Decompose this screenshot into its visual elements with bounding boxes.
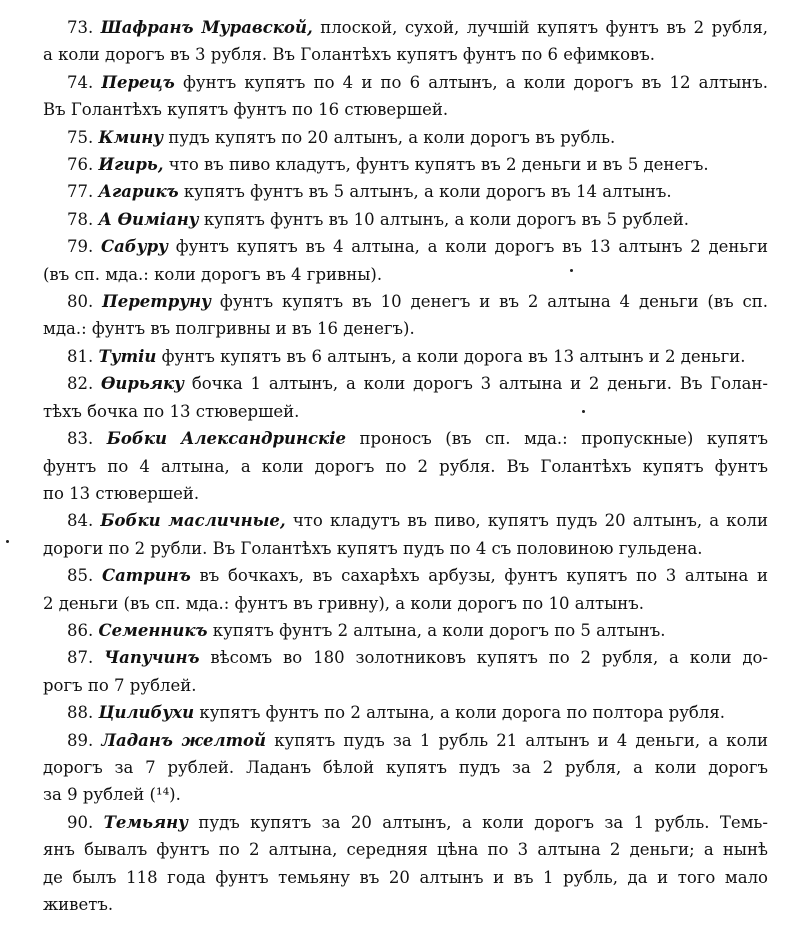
entry-text: купятъ фунтъ въ 10 алтынъ, а коли дорогъ въ 5 рублей. bbox=[198, 209, 689, 229]
entry-first-line bbox=[43, 178, 768, 205]
entry-86 bbox=[43, 617, 768, 644]
entry-81 bbox=[43, 343, 768, 370]
entry-continuation-line: за 9 рублей (¹⁴). bbox=[43, 785, 181, 805]
entry-87 bbox=[43, 644, 768, 699]
entry-85 bbox=[43, 562, 768, 617]
stray-mark bbox=[570, 269, 573, 272]
entry-text: плоской, сухой, лучшій купятъ фунтъ въ 2 рубля, bbox=[312, 18, 768, 37]
entry-number: 89. bbox=[67, 730, 102, 750]
entry-term: Игирь, bbox=[98, 155, 164, 175]
entry-term: Кмину bbox=[98, 127, 164, 147]
entry-84 bbox=[43, 507, 768, 562]
entry-continuation-line: де былъ 118 года фунтъ темьяну въ 20 алтынъ и въ 1 рубль, да и того мало bbox=[43, 867, 768, 887]
entry-80 bbox=[43, 288, 768, 343]
entry-73 bbox=[43, 14, 768, 69]
entry-text: въ бочкахъ, въ сахарѣхъ арбузы, фунтъ купятъ по 3 алтына и bbox=[190, 566, 768, 586]
entry-90 bbox=[43, 809, 768, 919]
entry-number: 79. bbox=[67, 237, 101, 257]
entry-continuation-line: рогъ по 7 рублей. bbox=[43, 675, 197, 695]
entry-continuation-line: Въ Голантѣхъ купятъ фунтъ по 16 стювершей. bbox=[43, 100, 449, 120]
entry-first-line bbox=[43, 809, 768, 836]
entry-term: Семенникъ bbox=[98, 620, 208, 640]
entry-text: фунтъ купятъ по 4 и по 6 алтынъ, а коли дорогъ въ 12 алтынъ. bbox=[174, 72, 768, 92]
stray-mark bbox=[6, 540, 9, 543]
entry-continuation-line: (въ сп. мда.: коли дорогъ въ 4 гривны). bbox=[43, 264, 383, 284]
entry-74 bbox=[43, 69, 768, 124]
entry-number: 81. bbox=[67, 346, 99, 366]
entry-text: что въ пиво кладутъ, фунтъ купятъ въ 2 деньги и въ 5 денегъ. bbox=[163, 155, 709, 175]
entry-text: пудъ купятъ по 20 алтынъ, а коли дорогъ въ рубль. bbox=[163, 127, 616, 147]
entry-continuation-line: дорогъ за 7 рублей. Ладанъ бѣлой купятъ пудъ за 2 рубля, а коли дорогъ bbox=[43, 757, 768, 777]
entry-first-line bbox=[43, 69, 768, 96]
entry-number: 88. bbox=[67, 703, 99, 723]
entry-number: 82. bbox=[67, 374, 102, 394]
entry-continuation-line: 2 деньги (въ сп. мда.: фунтъ въ гривну), а коли дорогъ по 10 алтынъ. bbox=[43, 593, 645, 613]
entry-text: купятъ фунтъ въ 5 алтынъ, а коли дорогъ въ 14 алтынъ. bbox=[178, 182, 672, 202]
entry-text: что кладутъ въ пиво, купятъ пудъ 20 алтынъ, а коли bbox=[285, 511, 768, 531]
entry-first-line bbox=[43, 617, 768, 644]
entry-77 bbox=[43, 178, 768, 205]
entry-continuation-line: янъ бывалъ фунтъ по 2 алтына, середняя цѣна по 3 алтына 2 деньги; а нынѣ bbox=[43, 840, 768, 860]
entry-75 bbox=[43, 124, 768, 151]
entry-88 bbox=[43, 699, 768, 726]
entry-first-line bbox=[43, 507, 768, 534]
entry-number: 77. bbox=[67, 182, 99, 202]
entry-first-line bbox=[43, 233, 768, 260]
entry-78 bbox=[43, 206, 768, 233]
entry-term: Бобки Александринскіе bbox=[106, 429, 346, 449]
entry-continuation-line: тѣхъ бочка по 13 стювершей. bbox=[43, 401, 300, 421]
entry-number: 78. bbox=[67, 209, 99, 229]
entry-79 bbox=[43, 233, 768, 288]
entry-first-line bbox=[43, 343, 768, 370]
entry-term: Темьяну bbox=[103, 812, 189, 832]
entry-continuation-line: по 13 стювершей. bbox=[43, 483, 200, 503]
entry-first-line bbox=[43, 14, 768, 41]
stray-mark bbox=[582, 410, 585, 413]
entry-text: купятъ фунтъ 2 алтына, а коли дорогъ по 5 алтынъ. bbox=[207, 620, 666, 640]
entry-term: Сатринъ bbox=[101, 566, 191, 586]
entry-text: фунтъ купятъ въ 6 алтынъ, а коли дорога въ 13 алтынъ и 2 деньги. bbox=[156, 346, 746, 366]
entry-term: Сабуру bbox=[100, 237, 168, 257]
entry-83 bbox=[43, 425, 768, 507]
entry-number: 76. bbox=[67, 155, 99, 175]
entry-number: 73. bbox=[67, 18, 101, 37]
entry-term: Перецъ bbox=[101, 72, 175, 92]
entry-term: А Ѳиміану bbox=[98, 209, 199, 229]
entry-number: 83. bbox=[67, 429, 107, 449]
entry-first-line bbox=[43, 124, 768, 151]
entry-continuation-line: дороги по 2 рубли. Въ Голантѣхъ купятъ пудъ по 4 съ половиною гульдена. bbox=[43, 538, 703, 558]
entry-number: 90. bbox=[67, 812, 104, 832]
entry-text: проносъ (въ сп. мда.: пропускные) купятъ bbox=[346, 429, 768, 449]
entry-text: купятъ фунтъ по 2 алтына, а коли дорога по полтора рубля. bbox=[194, 703, 726, 723]
entry-term: Ѳирьяку bbox=[101, 374, 185, 394]
entry-term: Перетруну bbox=[102, 292, 212, 312]
entry-text: вѣсомъ во 180 золотниковъ купятъ по 2 рубля, а коли до- bbox=[199, 648, 768, 668]
entry-term: Агарикъ bbox=[98, 182, 179, 202]
entry-continuation-line: а коли дорогъ въ 3 рубля. Въ Голантѣхъ купятъ фунтъ по 6 ефимковъ. bbox=[43, 45, 656, 65]
entry-first-line bbox=[43, 562, 768, 589]
entry-first-line bbox=[43, 644, 768, 671]
document-page bbox=[43, 14, 768, 918]
entry-76 bbox=[43, 151, 768, 178]
entry-first-line bbox=[43, 727, 768, 754]
entry-text: фунтъ купятъ въ 10 денегъ и въ 2 алтына 4 деньги (въ сп. bbox=[211, 292, 768, 312]
entry-term: Чапучинъ bbox=[104, 648, 200, 668]
entry-number: 85. bbox=[67, 566, 102, 586]
entry-first-line bbox=[43, 699, 768, 726]
entry-term: Тутіи bbox=[98, 346, 157, 366]
entry-first-line bbox=[43, 370, 768, 397]
entry-term: Шафранъ Муравской, bbox=[100, 18, 313, 37]
entry-text: купятъ пудъ за 1 рубль 21 алтынъ и 4 деньги, а коли bbox=[266, 730, 768, 750]
entry-text: пудъ купятъ за 20 алтынъ, а коли дорогъ за 1 рубль. Темь- bbox=[188, 812, 768, 832]
entry-first-line bbox=[43, 151, 768, 178]
entry-continuation-line: живетъ. bbox=[43, 895, 114, 914]
entry-number: 86. bbox=[67, 620, 99, 640]
entry-term: Ладанъ желтой bbox=[101, 730, 267, 750]
entry-first-line bbox=[43, 288, 768, 315]
entry-first-line bbox=[43, 425, 768, 452]
entry-text: бочка 1 алтынъ, а коли дорогъ 3 алтына и 2 деньги. Въ Голан- bbox=[184, 374, 768, 394]
entry-89 bbox=[43, 727, 768, 809]
entry-number: 75. bbox=[67, 127, 99, 147]
entry-number: 84. bbox=[67, 511, 101, 531]
entries-list bbox=[43, 14, 768, 918]
entry-continuation-line: фунтъ по 4 алтына, а коли дорогъ по 2 рубля. Въ Голантѣхъ купятъ фунтъ bbox=[43, 456, 768, 476]
entry-term: Бобки масличные, bbox=[100, 511, 286, 531]
entry-first-line bbox=[43, 206, 768, 233]
entry-number: 80. bbox=[67, 292, 103, 312]
entry-text: фунтъ купятъ въ 4 алтына, а коли дорогъ въ 13 алтынъ 2 деньги bbox=[168, 237, 768, 257]
entry-continuation-line: мда.: фунтъ въ полгривны и въ 16 денегъ). bbox=[43, 319, 415, 339]
entry-number: 74. bbox=[67, 72, 102, 92]
entry-82 bbox=[43, 370, 768, 425]
entry-number: 87. bbox=[67, 648, 105, 668]
entry-term: Цилибухи bbox=[98, 703, 195, 723]
